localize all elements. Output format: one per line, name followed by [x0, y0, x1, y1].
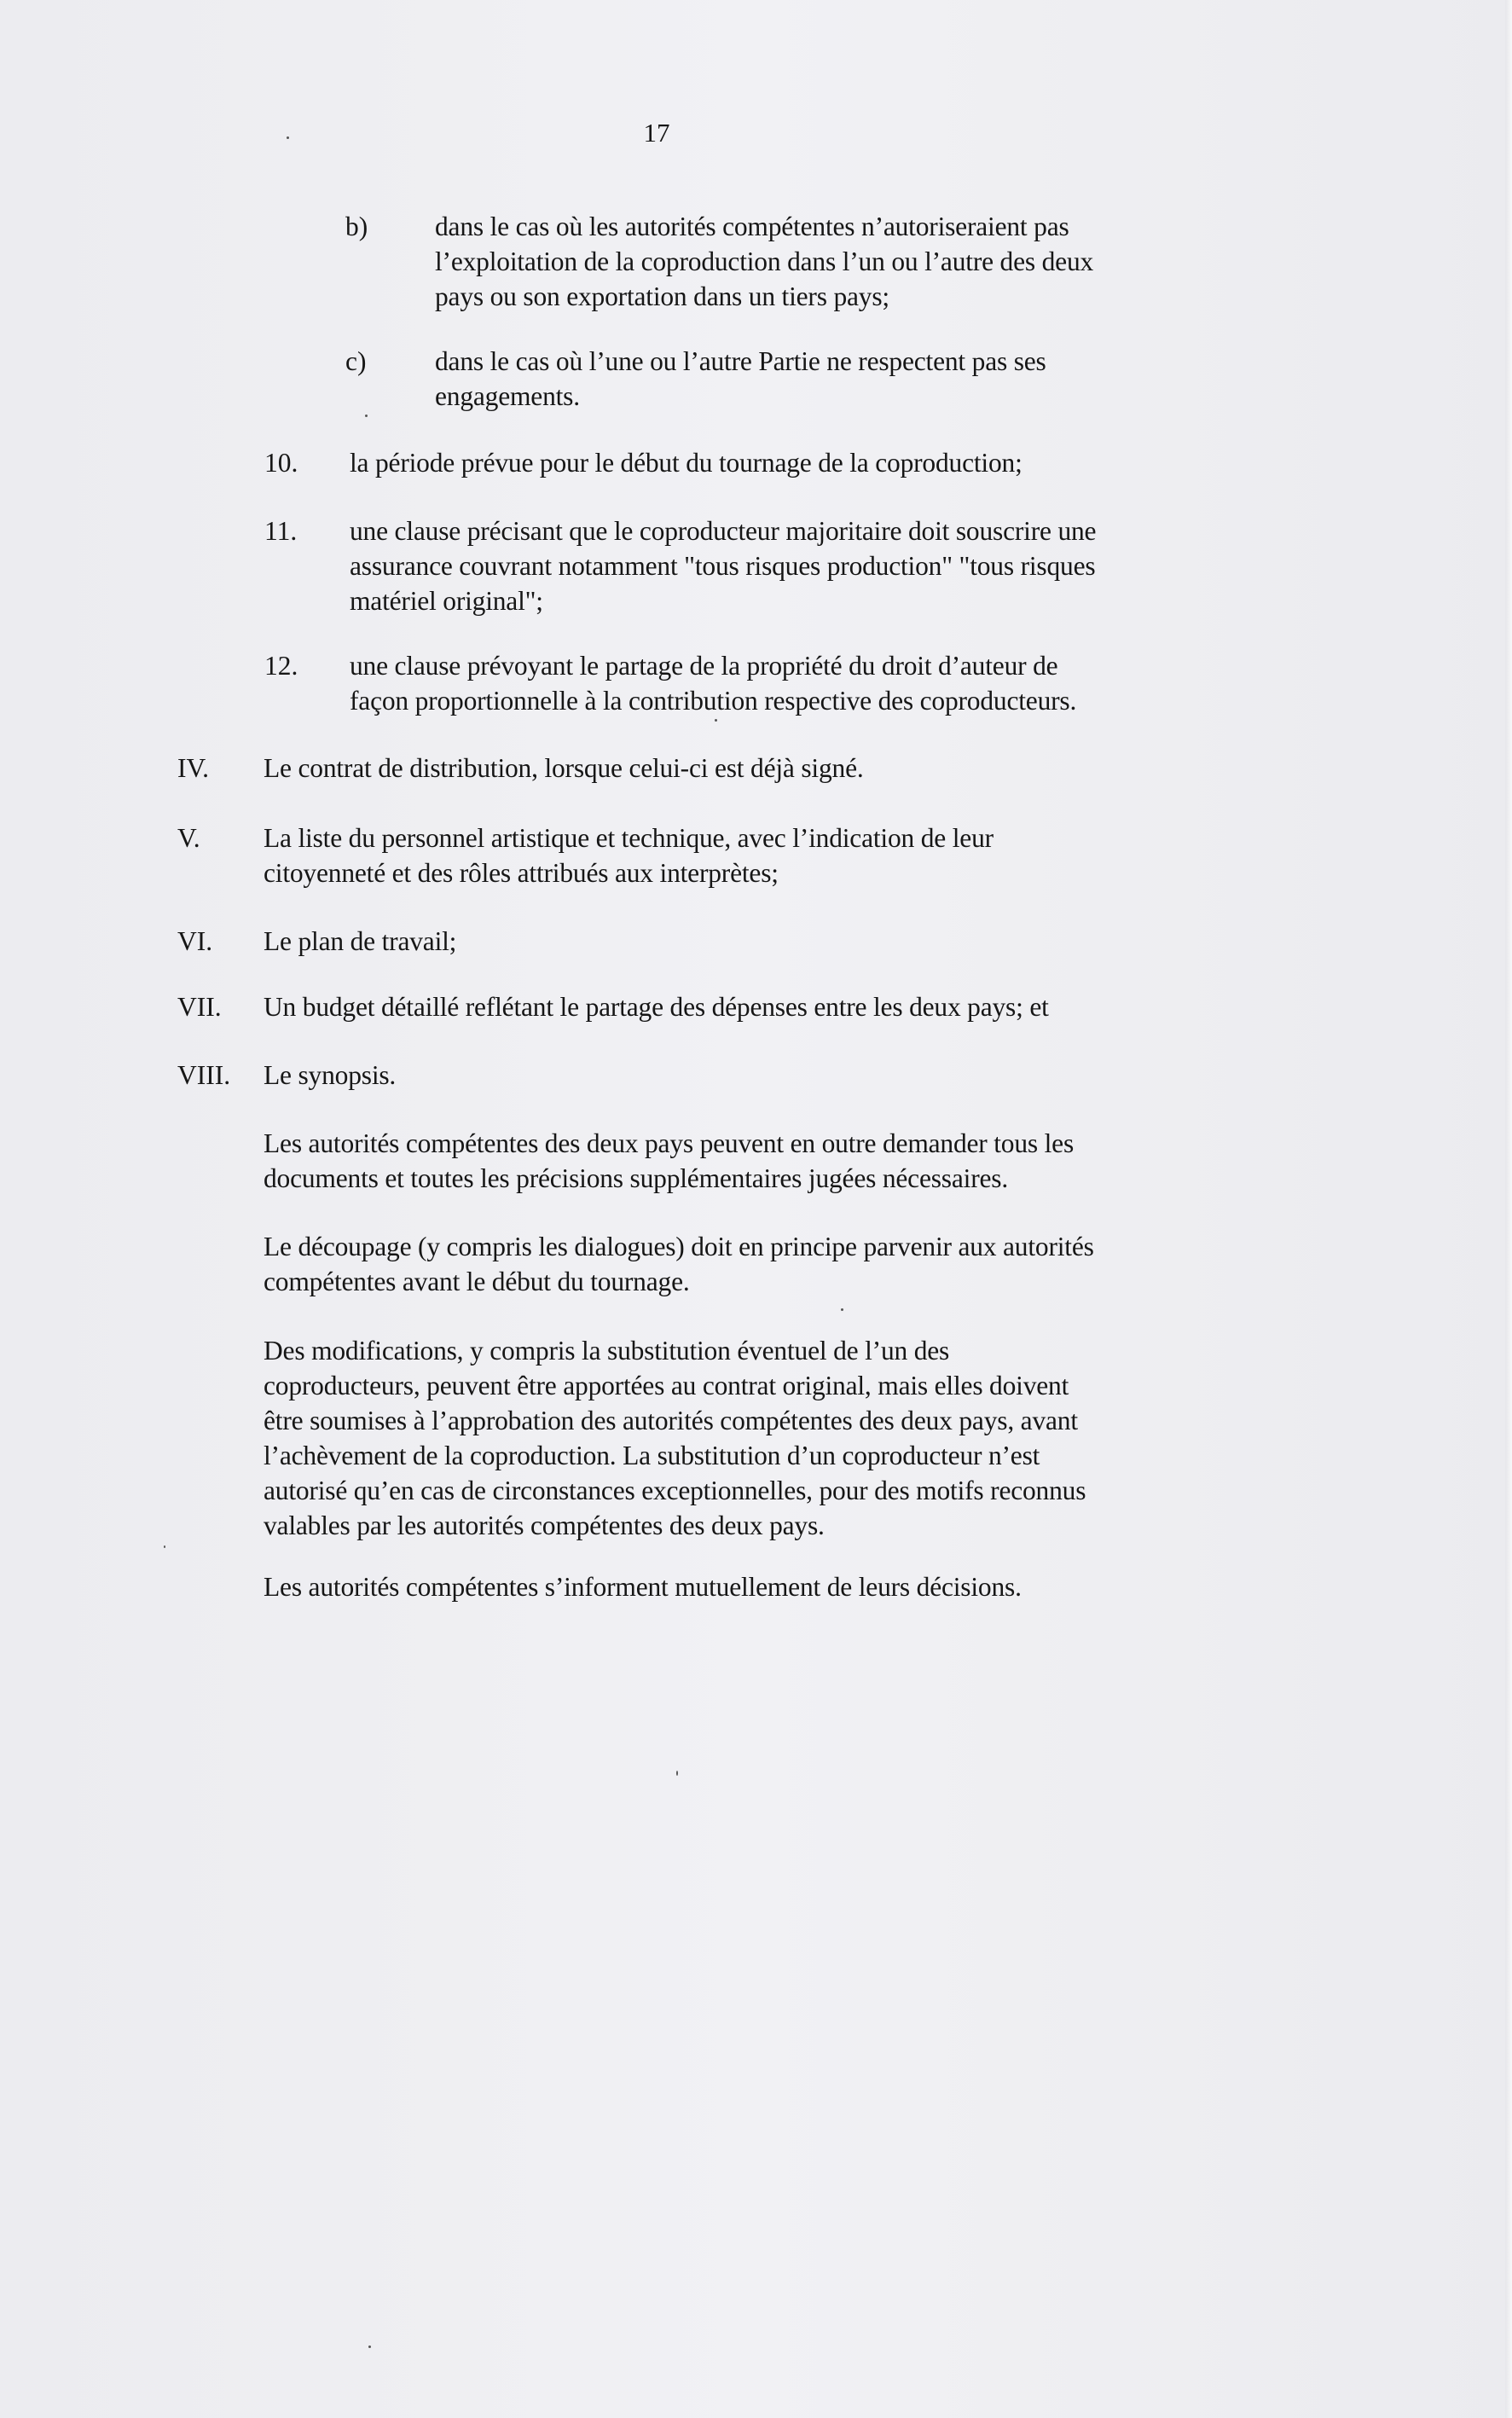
paragraph: Les autorités compétentes s’informent mutuellement de leurs décisions. — [264, 1572, 1022, 1602]
roman-item-text: Un budget détaillé reflétant le partage des dépenses entre les deux pays; et — [264, 992, 1049, 1022]
roman-item-marker: VII. — [177, 992, 222, 1022]
scan-speck — [715, 719, 717, 722]
numbered-item-text: une clause prévoyant le partage de la propriété du droit d’auteur de façon proportionnelle à la contribution respective des coproducteurs. — [350, 651, 1077, 716]
numbered-item-text: une clause précisant que le coproducteur majoritaire doit souscrire une assurance couvrant notamment "tous risques production" "tous risques matériel original"; — [350, 516, 1097, 616]
paragraph: Le découpage (y compris les dialogues) doit en principe parvenir aux autorités compétentes avant le début du tournage. — [264, 1232, 1094, 1296]
numbered-item-marker: 11. — [264, 516, 298, 546]
roman-item-text: Le synopsis. — [264, 1060, 397, 1090]
scan-speck — [287, 136, 289, 139]
numbered-item-marker: 10. — [264, 448, 298, 478]
scan-speck — [368, 2346, 371, 2348]
scan-speck — [676, 1771, 678, 1776]
page-edge — [1505, 0, 1512, 2418]
roman-item-text: La liste du personnel artistique et technique, avec l’indication de leur citoyenneté et des rôles attribués aux interprètes; — [264, 823, 994, 888]
paragraph: Les autorités compétentes des deux pays peuvent en outre demander tous les documents et toutes les précisions supplémentaires jugées nécessaires. — [264, 1128, 1075, 1193]
scan-speck — [365, 415, 368, 417]
roman-item-marker: IV. — [177, 753, 210, 783]
sub-item-marker: c) — [345, 346, 367, 376]
paragraph: Des modifications, y compris la substitution éventuel de l’un des coproducteurs, peuvent être apportées au contrat original, mais elles doivent être soumises à l’approbation des autorités compétentes des deux pays, avant l’achèvement de la coproduction. La substitution d’un coproducteur n’est autorisé qu’en cas de circonstances exceptionnelles, pour des motifs reconnus valables par les autorités compétentes des deux pays. — [264, 1336, 1086, 1540]
roman-item-text: Le plan de travail; — [264, 926, 457, 956]
roman-item-marker: VI. — [177, 926, 213, 956]
roman-item-text: Le contrat de distribution, lorsque celui-ci est déjà signé. — [264, 753, 864, 783]
scan-speck — [164, 1545, 165, 1548]
sub-item-marker: b) — [345, 212, 368, 241]
sub-item-text: dans le cas où l’une ou l’autre Partie ne respectent pas ses engagements. — [435, 346, 1046, 411]
roman-item-marker: V. — [177, 823, 200, 853]
sub-item-text: dans le cas où les autorités compétentes n’autoriseraient pas l’exploitation de la coproduction dans l’un ou l’autre des deux pays ou son exportation dans un tiers pays; — [435, 212, 1094, 311]
numbered-item-marker: 12. — [264, 651, 298, 681]
numbered-item-text: la période prévue pour le début du tournage de la coproduction; — [350, 448, 1022, 478]
page-number: 17 — [643, 118, 670, 148]
roman-item-marker: VIII. — [177, 1060, 231, 1090]
scan-speck — [841, 1308, 843, 1311]
